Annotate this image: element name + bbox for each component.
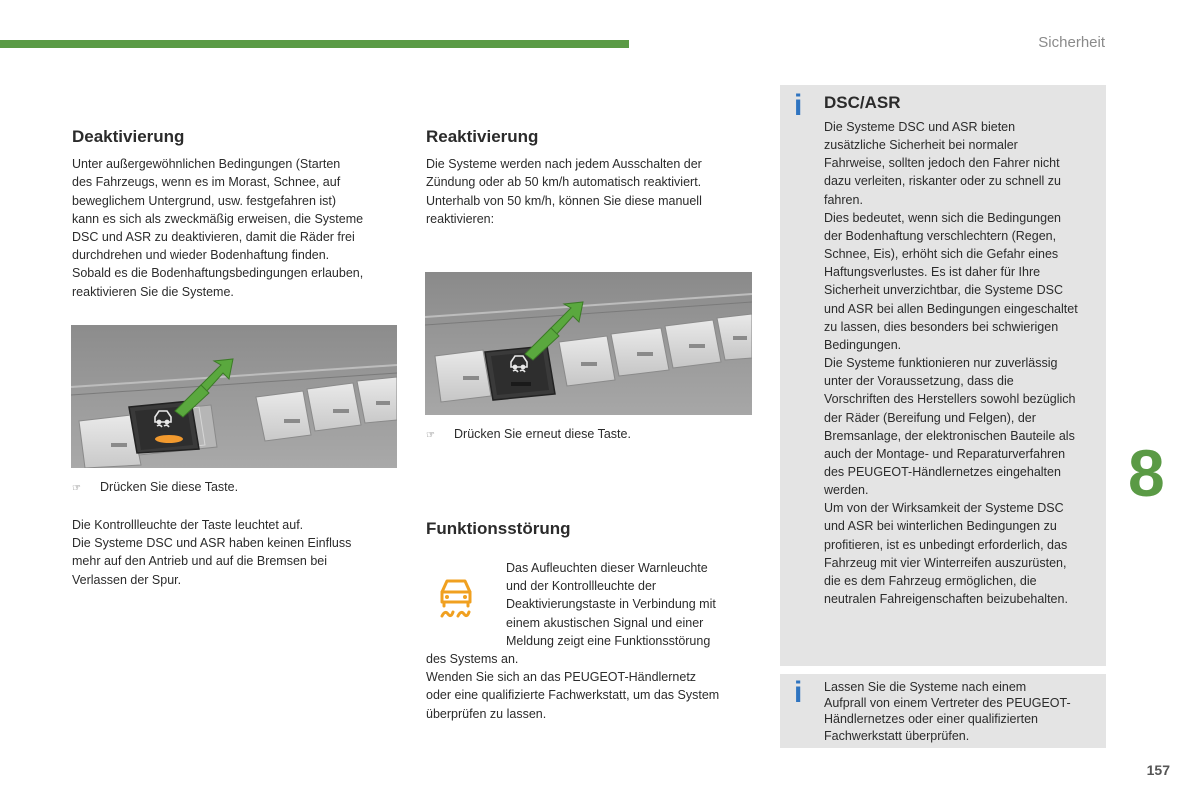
deaktivierung-bullet (72, 478, 238, 498)
note-info-box (780, 674, 1106, 748)
deaktivierung-after-text: Die Kontrollleuchte der Taste leuchtet auf. Die Systeme DSC und ASR haben keinen Einfluss mehr auf den Antrieb und auf die Bremsen bei Verlassen der Spur. (72, 518, 352, 587)
funktionsstoerung-text-2: des Systems an. Wenden Sie sich an das PEUGEOT-Händlernetz oder eine qualifizierte Fachwerkstatt, um das System überprüfen zu lassen. (426, 652, 720, 721)
info-icon: i (794, 676, 803, 709)
info-icon: i (794, 89, 803, 122)
deaktivierung-heading: Deaktivierung (72, 127, 185, 146)
deaktivierung-section (72, 128, 402, 301)
section-title: Sicherheit (1038, 34, 1105, 51)
header-accent-bar (0, 40, 629, 48)
dsc-asr-text: Die Systeme DSC und ASR bieten zusätzliche Sicherheit bei normaler Fahrweise, sollten jedoch den Fahrer nicht dazu verleiten, riskanter oder zu schnell zu fahren. Dies bedeutet, wenn sich die Bedingungen der Bodenhaftung verschlechtern (Regen, Schnee, Eis), erhöht sich die Gefahr eines Haftungsverlustes. Es ist daher für Ihre Sicherheit unverzichtbar, die Systeme DSC und ASR bei allen Bedingungen eingeschaltet zu lassen, dies besonders bei schwierigen Bedingungen. Die Systeme funktionieren nur zuverlässig unter der Voraussetzung, dass die Vorschriften des Herstellers sowohl bezüglich der Räder (Bereifung und Felgen), der Bremsanlage, der elektronischen Bauteile als auch der Montage- und Reparaturverfahren des PEUGEOT-Händlernetzes eingehalten werden. Um von der Wirksamkeit der Systeme DSC und ASR bei winterlichen Bedingungen zu profitieren, ist es unbedingt erforderlich, das Fahrzeug mit vier Winterreifen auszurüsten, die es dem Fahrzeug ermöglichen, die neutralen Fahreigenschaften beizubehalten. (824, 120, 1078, 607)
pointing-hand-icon: ☞ (72, 483, 81, 494)
reaktivierung-bullet-text: Drücken Sie erneut diese Taste. (454, 427, 631, 441)
reaktivierung-heading: Reaktivierung (426, 127, 539, 146)
traction-warning-icon (436, 574, 476, 625)
deaktivierung-after-section (72, 516, 402, 589)
reaktivierung-bullet (426, 425, 631, 445)
chapter-number: 8 (1128, 436, 1165, 510)
dsc-asr-title: DSC/ASR (824, 93, 901, 112)
dsc-button-photo-reactivate (425, 272, 752, 415)
page-number: 157 (1146, 762, 1170, 778)
deaktivierung-text: Unter außergewöhnlichen Bedingungen (Starten des Fahrzeugs, wenn es im Morast, Schnee, auf beweglichem Untergrund, usw. festgefahren ist) kann es sich als zweckmäßig erweisen, die Systeme DSC und ASR zu deaktivieren, damit die Räder frei durchdrehen und wieder Bodenhaftung finden. Sobald es die Bodenhaftungsbedingungen erlauben, reaktivieren Sie die Systeme. (72, 157, 364, 299)
funktionsstoerung-text-beside (506, 559, 756, 650)
note-text: Lassen Sie die Systeme nach einem Aufprall von einem Vertreter des PEUGEOT- Händlernetzes oder einer qualifizierten Fachwerkstatt überprüfen. (824, 680, 1071, 743)
deaktivierung-bullet-text: Drücken Sie diese Taste. (100, 480, 239, 494)
funktionsstoerung-text-1: Das Aufleuchten dieser Warnleuchte und der Kontrollleuchte der Deaktivierungstaste in Verbindung mit einem akustischen Signal und einer Meldung zeigt eine Funktionsstörung (506, 561, 716, 648)
dsc-asr-info-box (780, 85, 1106, 666)
reaktivierung-section (426, 128, 756, 228)
dsc-button-photo-deactivate (71, 325, 397, 468)
funktionsstoerung-section (426, 520, 756, 547)
funktionsstoerung-heading: Funktionsstörung (426, 519, 571, 538)
reaktivierung-text: Die Systeme werden nach jedem Ausschalten der Zündung oder ab 50 km/h automatisch reaktiviert. Unterhalb von 50 km/h, können Sie diese manuell reaktivieren: (426, 157, 702, 226)
pointing-hand-icon: ☞ (426, 430, 435, 441)
funktionsstoerung-text-below (426, 650, 756, 723)
